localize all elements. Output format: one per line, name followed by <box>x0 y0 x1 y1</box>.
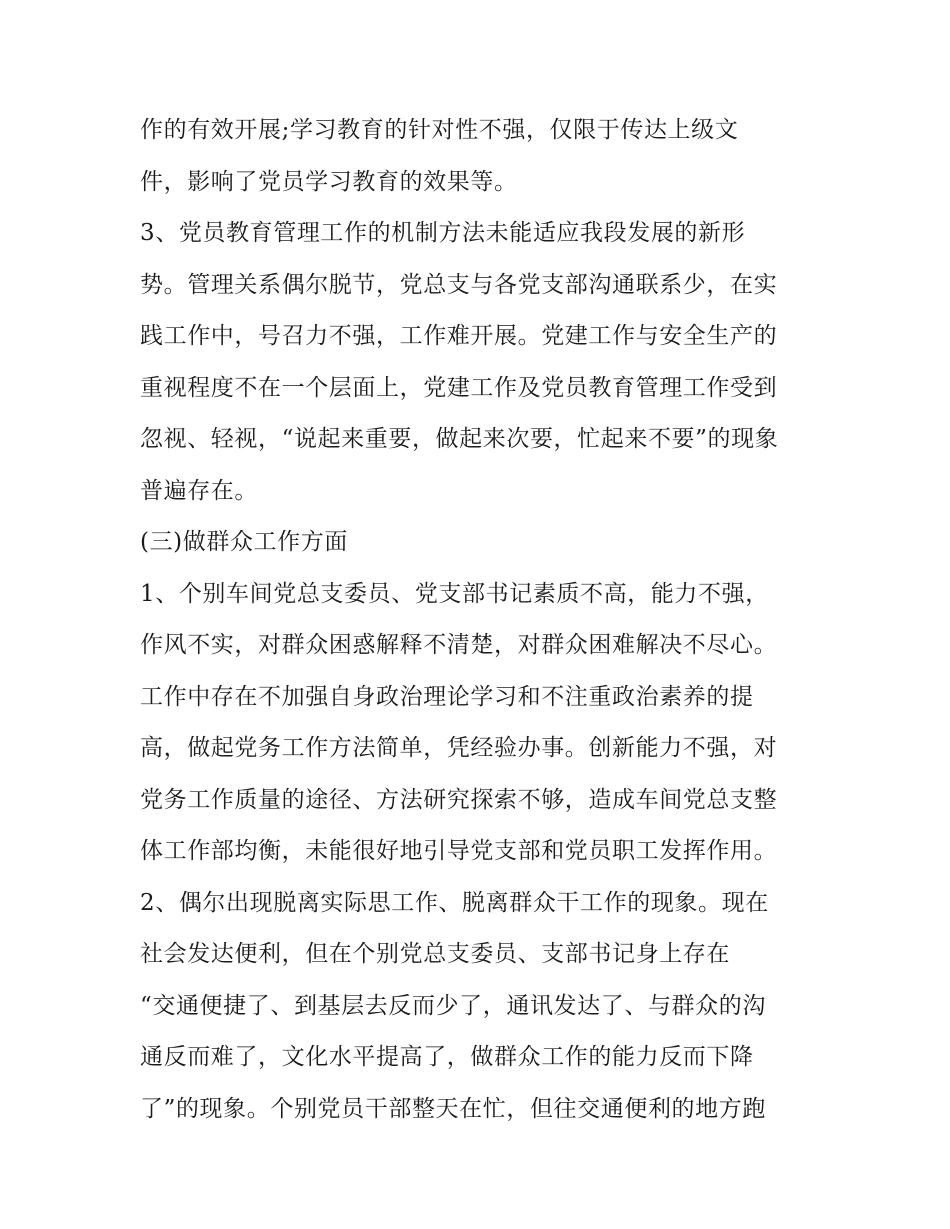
text-line: 重视程度不在一个层面上，党建工作及党员教育管理工作受到 <box>140 374 778 401</box>
text-line: 忽视、轻视，“说起来重要，做起来次要，忙起来不要”的现象 <box>140 426 779 452</box>
text-line: 3、党员教育管理工作的机制方法未能适应我段发展的新形 <box>140 220 746 246</box>
text-line: 普遍存在。 <box>140 477 258 504</box>
text-line: 件，影响了党员学习教育的效果等。 <box>140 168 518 195</box>
text-line: 社会发达便利，但在个别党总支委员、支部书记身上存在 <box>140 941 730 967</box>
document-body <box>140 105 830 1135</box>
text-line: 践工作中，号召力不强，工作难开展。党建工作与安全生产的 <box>140 323 778 349</box>
section-heading: (三)做群众工作方面 <box>140 529 348 555</box>
text-line: 了”的现象。个别党员干部整天在忙，但往交通便利的地方跑 <box>140 1095 766 1122</box>
text-line: 1、个别车间党总支委员、党支部书记素质不高，能力不强， <box>140 580 769 607</box>
text-line: 体工作部均衡，未能很好地引导党支部和党员职工发挥作用。 <box>140 838 778 864</box>
text-line: 势。管理关系偶尔脱节，党总支与各党支部沟通联系少，在实 <box>140 271 778 298</box>
text-line: 2、偶尔出现脱离实际思工作、脱离群众干工作的现象。现在 <box>140 889 769 916</box>
text-line: 通反而难了，文化水平提高了，做群众工作的能力反而下降 <box>140 1044 754 1070</box>
text-line: 高，做起党务工作方法简单，凭经验办事。创新能力不强，对 <box>140 735 778 761</box>
text-line: 工作中存在不加强自身政治理论学习和不注重政治素养的提 <box>140 683 754 710</box>
text-line: 作风不实，对群众困惑解释不清楚，对群众困难解决不尽心。 <box>140 632 778 658</box>
text-line: 作的有效开展;学习教育的针对性不强，仅限于传达上级文 <box>140 117 739 143</box>
text-line: 党务工作质量的途径、方法研究探索不够，造成车间党总支整 <box>140 786 778 813</box>
text-line: “交通便捷了、到基层去反而少了，通讯发达了、与群众的沟 <box>140 992 766 1019</box>
